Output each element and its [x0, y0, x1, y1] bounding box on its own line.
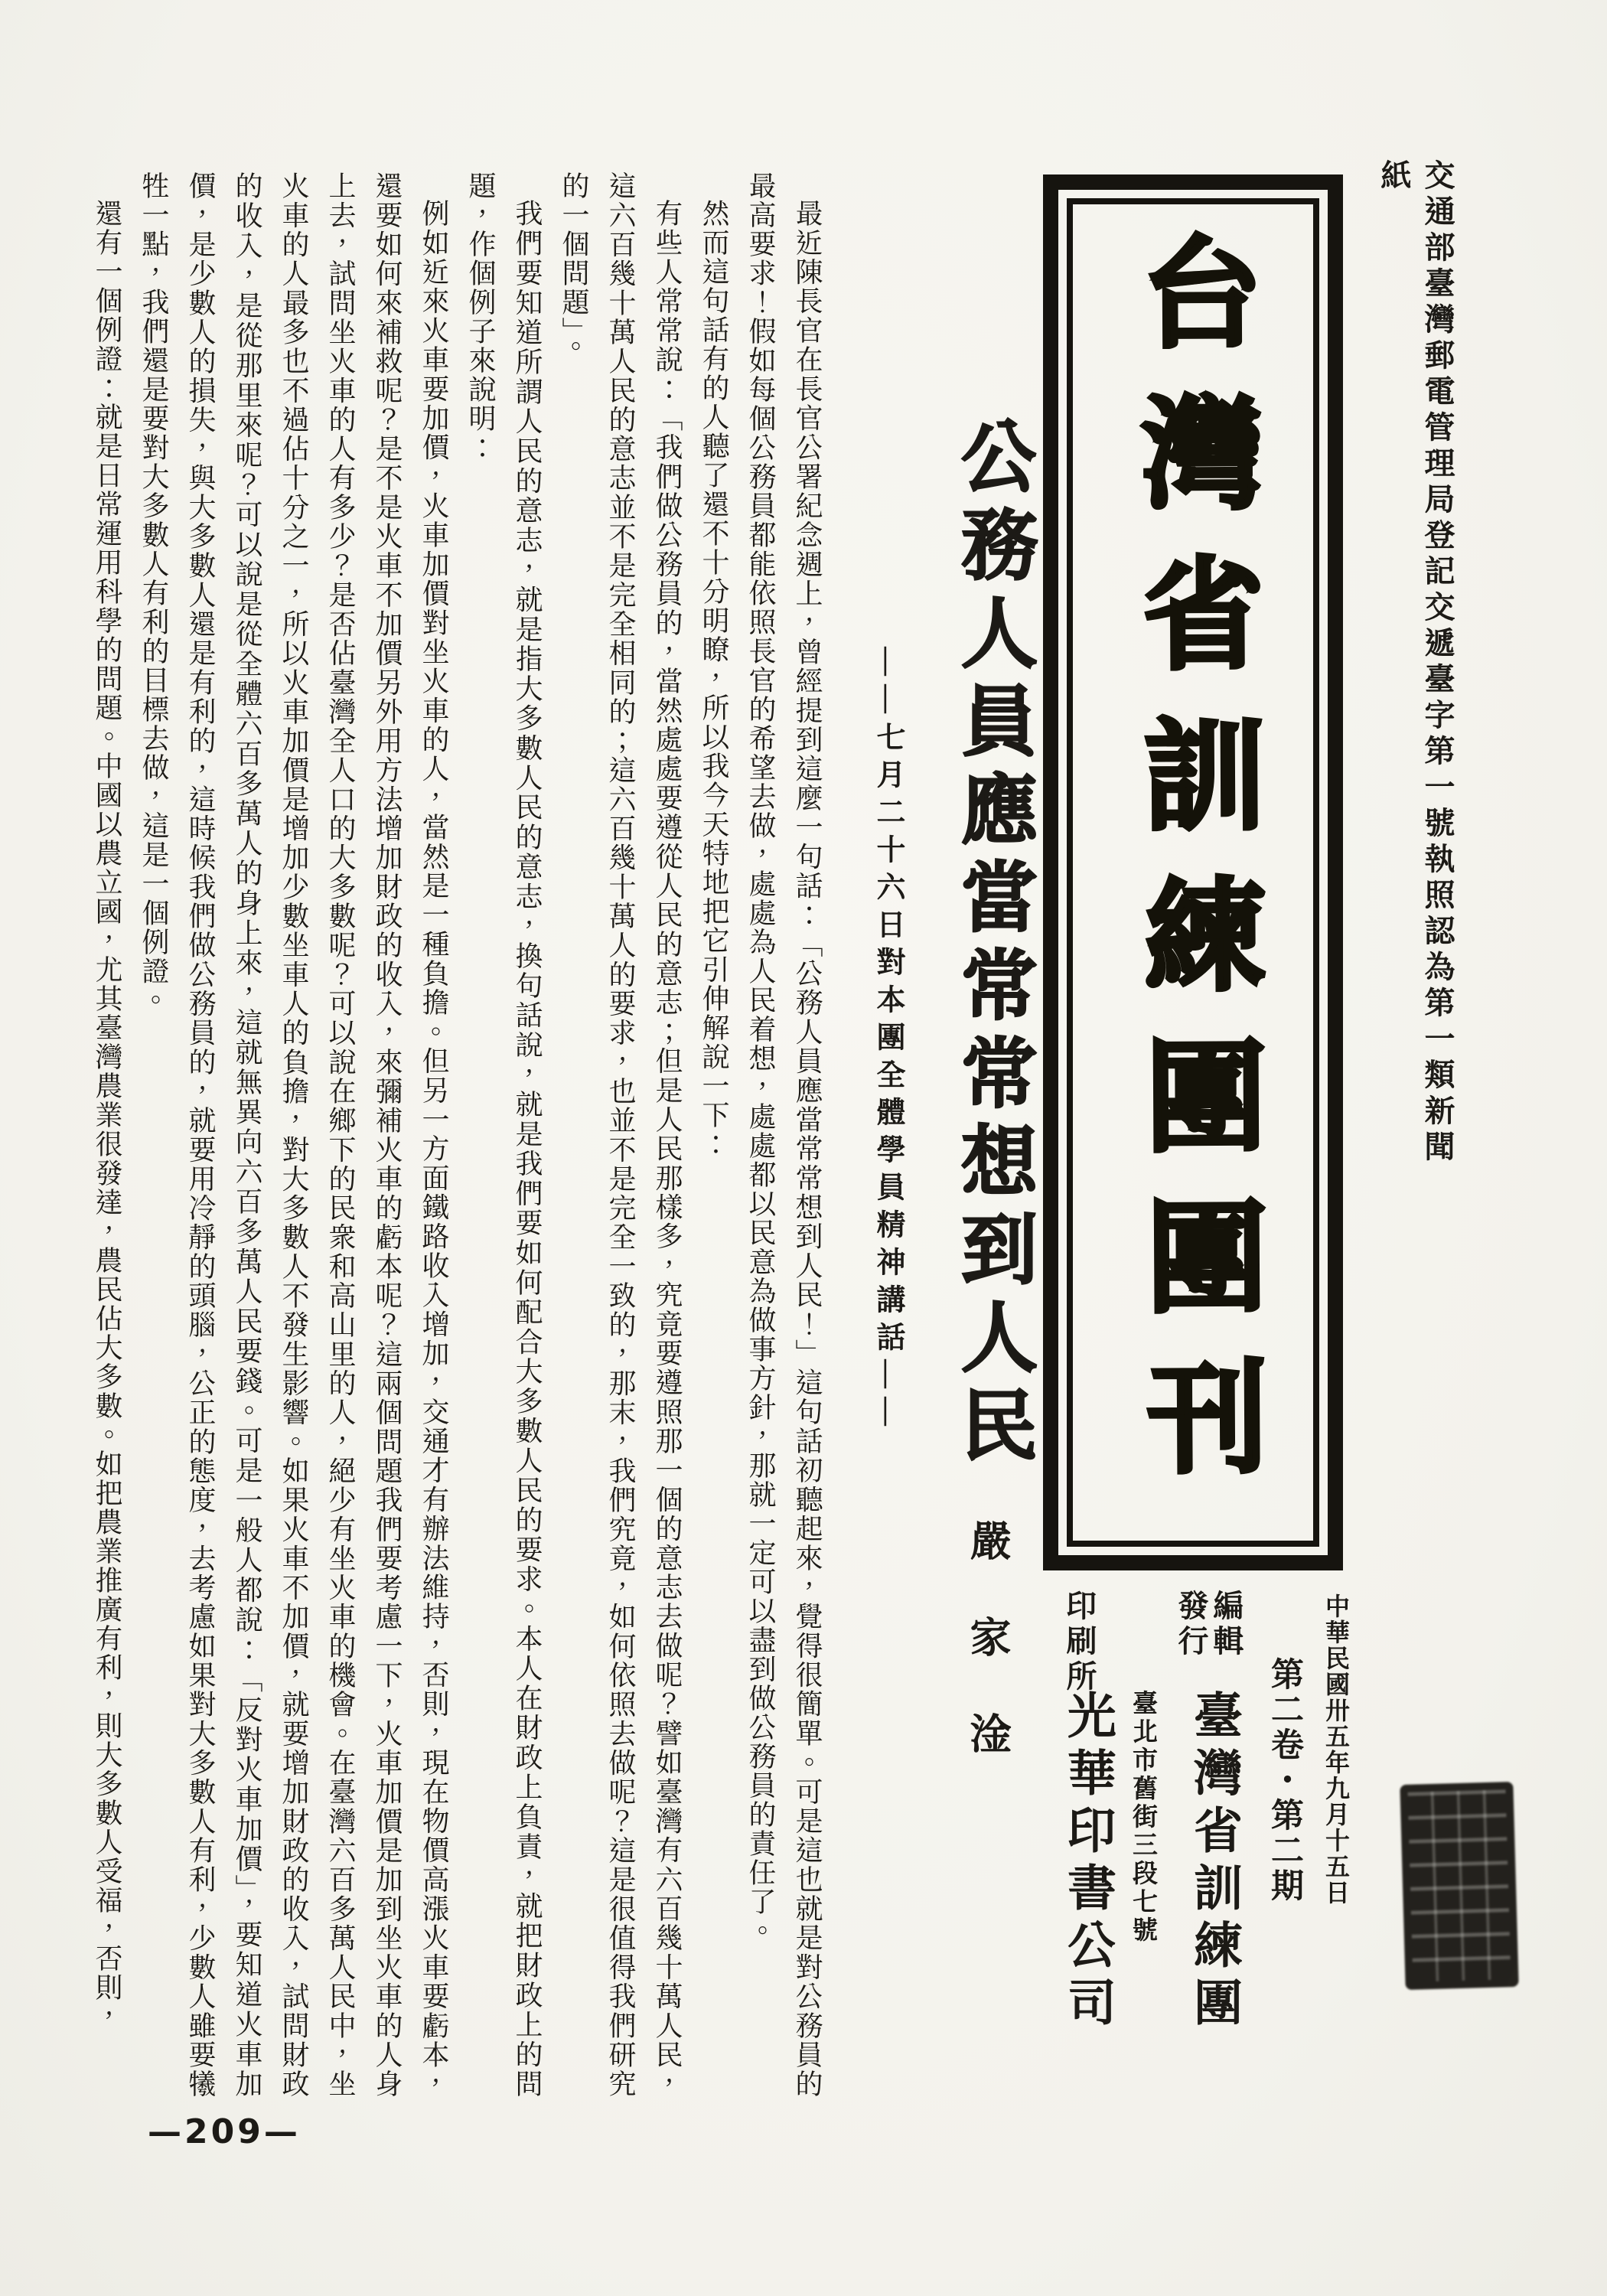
- body-paragraph-1: 最近陳長官在長官公署紀念週上，曾經提到這麼一句話：「公務人員應當常常想到人民！」這句話初聽起來，覺得很簡單。可是這也就是對公務員的最高要求！假如每個公務員都能依照長官的希望去做，處處為人民着想，處處都以民意為做事方針，那就一定可以盡到做公務員的責任了。: [745, 171, 823, 2099]
- publisher-address: 臺北市舊街三段七號: [1129, 1690, 1156, 1945]
- body-paragraph-6: 還有一個例證：就是日常運用科學的問題。中國以農立國，尤其臺灣農業很發達，農民佔大多數。如把農業推廣有利，則大多數人受福，否則，: [92, 199, 122, 2031]
- article-author: 嚴 家 淦: [964, 1519, 1010, 1760]
- masthead-box: [1043, 174, 1343, 1570]
- article-subtitle: ——七月二十六日對本團全體學員精神講話——: [872, 647, 904, 1434]
- article-body: [77, 171, 830, 2099]
- editor-label: 編輯: [1209, 1590, 1244, 1660]
- masthead-inner-border: [1067, 198, 1319, 1547]
- publisher-name: 臺灣省訓練團: [1187, 1690, 1241, 2034]
- volume-issue: 第二卷・第二期: [1266, 1657, 1302, 1903]
- postal-registration-line: 交通部臺灣郵電管理局登記交遞臺字第一號執照認為第一類新聞紙: [1377, 159, 1455, 1166]
- body-paragraph-2: 然而這句話有的人聽了還不十分明瞭，所以我今天特地把它引伸解說一下：: [699, 199, 729, 1159]
- publication-date: 中華民國卅五年九月十五日: [1322, 1593, 1350, 1906]
- printer-label: 印刷所: [1062, 1590, 1097, 1695]
- page-number: —209—: [148, 2112, 301, 2151]
- library-seal-stamp: [1400, 1782, 1518, 1990]
- publisher-label: 發行: [1174, 1590, 1208, 1660]
- journal-title: 台灣省訓練團團刊: [1123, 229, 1264, 1516]
- body-paragraph-4: 我們要知道所謂人民的意志，就是指大多數人民的意志，換句話說，就是我們要如何配合大多數人民的要求。本人在財政上負責，就把財政上的問題，作個例子來說明：: [465, 171, 543, 2099]
- article-title: 公務人員應當常常想到人民: [950, 417, 1035, 1473]
- body-paragraph-3: 有些人常常說：「我們做公務員的，當然處處要遵從人民的意志；但是人民那樣多，究竟要遵照那一個的意志去做呢？譬如臺灣有六百幾十萬人民，這六百幾十萬人民的意志並不是完全相同的；這六百幾十萬人的要求，也並不是完全一致的，那末，我們究竟，如何依照去做呢？這是很值得我們研究的一個問題」。: [559, 171, 683, 2099]
- printer-name: 光華印書公司: [1061, 1690, 1115, 2034]
- body-paragraph-5: 例如近來火車要加價，火車加價對坐火車的人，當然是一種負擔。但另一方面鐵路收入增加，交通才有辦法維持，否則，現在物價高漲火車要虧本，還要如何來補救呢？是不是火車不加價另外用方法增加財政的收入，來彌補火車的虧本呢？這兩個問題我們要考慮一下，火車加價是加到坐火車的人身上去，試問坐火車的人有多少？是否佔臺灣全人口的大多數呢？可以說在鄉下的民衆和高山里的人，絕少有坐火車的機會。在臺灣六百多萬人民中，坐火車的人最多也不過佔十分之一，所以火車加價是增加少數坐車人的負擔，對大多數人不發生影響。如果火車不加價，就要增加財政的收入，試問財政的收入，是從那里來呢？可以說是從全體六百多萬人的身上來，這就無異向六百多萬人民要錢。可是一般人都說：「反對火車加價」，要知道火車加價，是少數人的損失，與大多數人還是有利的，這時候我們做公務員的，就要用冷靜的頭腦，公正的態度，去考慮如果對大多數人有利，少數人雖要犧牲一點，我們還是要對大多數人有利的目標去做，這是一個例證。: [139, 171, 449, 2099]
